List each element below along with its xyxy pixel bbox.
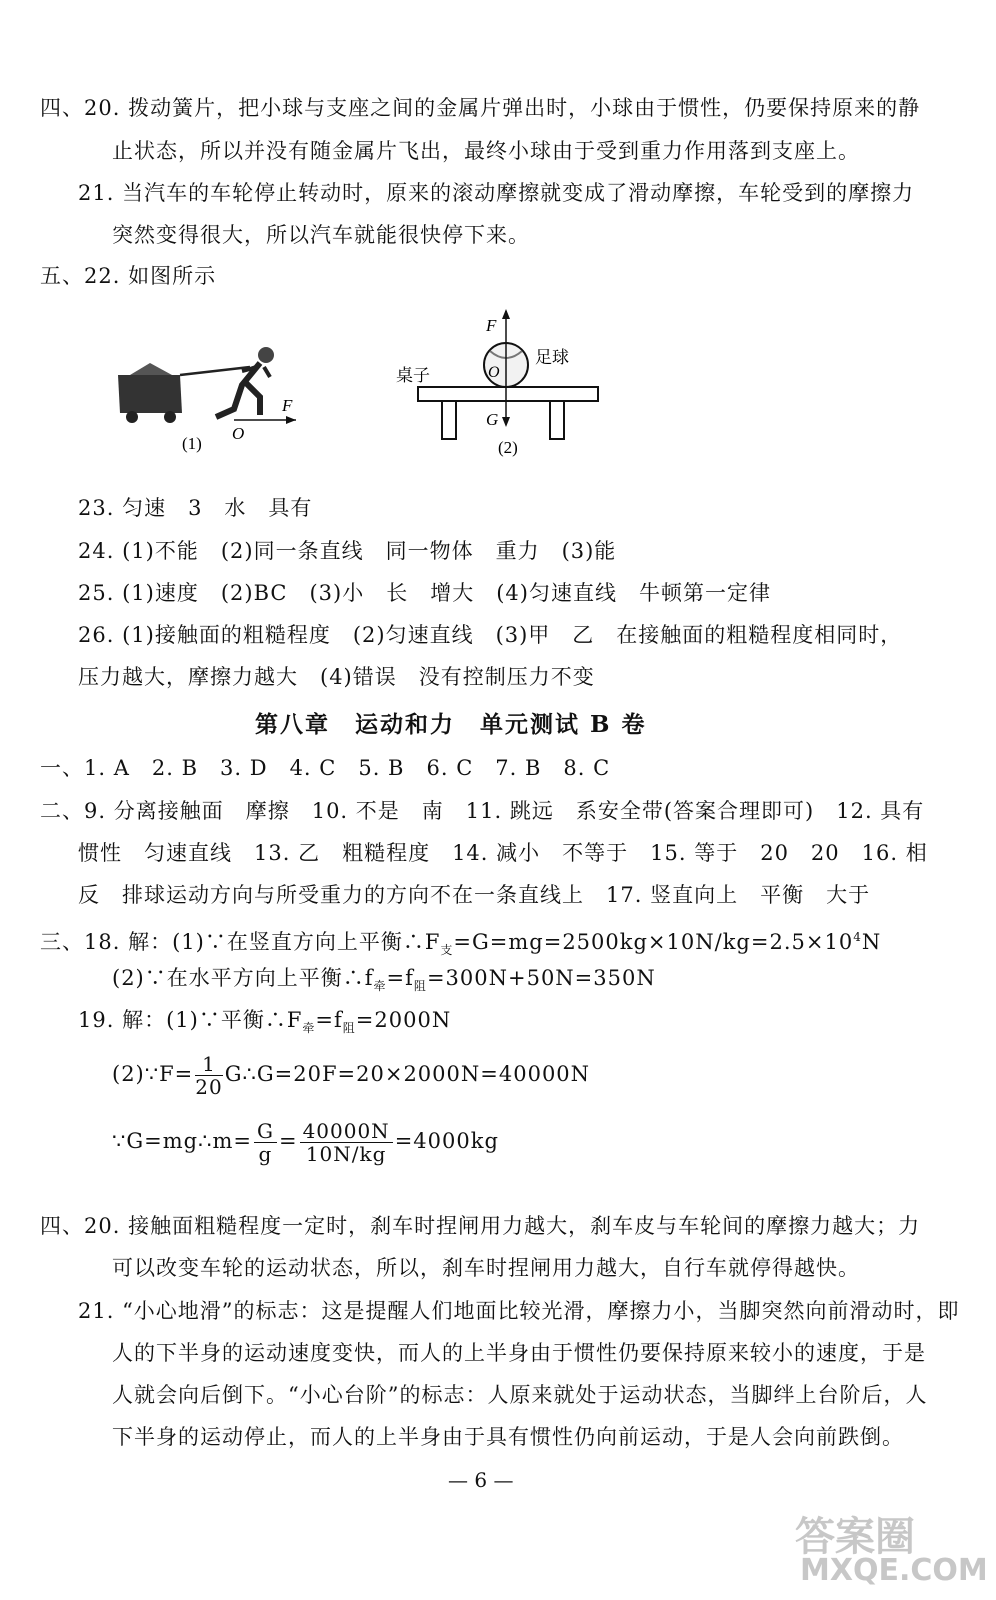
q19-3-rest: =4000kg [394,1129,499,1153]
cart-wheel-right [164,411,176,423]
answer-q24: 24. (1)不能 (2)同一条直线 同一物体 重力 (3)能 [78,539,617,563]
figure-1-pull-cart [110,325,310,465]
q19-1-sub1: 牵 [302,1021,316,1036]
force-up-arrowhead [502,309,510,319]
answer-q21-b-line4: 下半身的运动停止，而人的上半身由于具有惯性仍向前运动，于是人会向前跌倒。 [112,1425,904,1449]
answer-fill-line3: 反 排球运动方向与所受重力的方向不在一条直线上 17. 竖直向上 平衡 大于 [78,883,871,907]
person-front-leg [246,383,260,415]
answer-q23: 23. 匀速 3 水 具有 [78,496,313,520]
q18-1-sup: 4 [853,930,862,944]
q19-2-denominator: 20 [195,1075,223,1099]
answer-q18-part2 [112,963,656,1001]
q19-2-prefix: (2)∵F= [112,1062,194,1086]
answer-q21-b-line2: 人的下半身的运动速度变快，而人的上半身由于惯性仍要保持原来较小的速度，于是 [112,1341,926,1365]
cart-body [118,375,182,413]
table-label: 桌子 [396,366,430,385]
answer-q21-b-line3: 人就会向后倒下。“小心台阶”的标志：人原来就处于运动状态，当脚绊上台阶后，人 [112,1383,928,1407]
q19-1-rest: =2000N [355,1008,452,1032]
answer-multiple-choice: 一、1. A 2. B 3. D 4. C 5. B 6. C 7. B 8. C [40,756,611,780]
person-head [258,347,274,363]
force-down-arrowhead [502,417,510,427]
answer-q20-b-line2: 可以改变车轮的运动状态，所以，刹车时捏闸用力越大，自行车就停得越快。 [112,1256,860,1280]
q19-1-mid: =f [315,1008,343,1032]
q19-1-sub2: 阻 [342,1021,356,1036]
q19-2-numerator: 1 [195,1053,222,1076]
answer-q25: 25. (1)速度 (2)BC (3)小 长 增大 (4)匀速直线 牛顿第一定律 [78,581,771,605]
center-label: O [488,364,500,381]
watermark-logo: 答案圈 [795,1514,915,1560]
q19-3-fraction1 [254,1120,277,1165]
rope [180,367,250,375]
force-down-label: G [486,410,499,429]
q19-3-prefix: ∵G=mg∴m= [112,1129,252,1153]
answer-q21-a-line1: 21. 当汽车的车轮停止转动时，原来的滚动摩擦就变成了滑动摩擦，车轮受到的摩擦力 [78,181,915,205]
q18-2-sub1: 牵 [373,979,387,994]
q18-1-mid: =G=mg=2500kg×10N/kg=2.5×10 [453,930,854,954]
answer-fill-line1: 二、9. 分离接触面 摩擦 10. 不是 南 11. 跳远 系安全带(答案合理即可) 12. 具有 [40,799,925,823]
q19-3-den2: 10N/kg [305,1142,387,1166]
table-leg-left [442,401,456,439]
answer-q26-line1: 26. (1)接触面的粗糙程度 (2)匀速直线 (3)甲 乙 在接触面的粗糙程度相同时， [78,623,903,647]
answer-fill-line2: 惯性 匀速直线 13. 乙 粗糙程度 14. 减小 不等于 15. 等于 20 20 16. 相 [78,841,928,865]
point-label: O [232,424,245,443]
answer-q20-b-line1: 四、20. 接触面粗糙程度一定时，刹车时捏闸用力越大，刹车皮与车轮间的摩擦力越大；力 [40,1214,921,1238]
watermark-url: MXQE.COM [800,1553,988,1588]
table-top [418,387,598,401]
figure-1-caption: (1) [182,434,202,453]
answer-q19-part1 [78,1005,451,1043]
q19-1-prefix: 19. 解：(1)∵平衡∴F [78,1008,303,1032]
force-up-label: F [486,316,497,335]
chapter-title: 第八章 运动和力 单元测试 B 卷 [255,711,647,738]
q19-3-fraction2 [300,1120,393,1165]
table-leg-right [550,401,564,439]
person-arm-2 [264,367,270,377]
q18-1-prefix: 三、18. 解：(1)∵在竖直方向上平衡∴F [40,930,441,954]
q19-3-num2: 40000N [300,1120,393,1143]
q19-2-fraction [195,1053,222,1098]
q19-3-eq: = [278,1129,298,1153]
cart-wheel-left [126,411,138,423]
force-arrow-head [286,416,296,424]
answer-q19-part3 [112,1120,499,1165]
answer-q21-b-line1: 21. “小心地滑”的标志：这是提醒人们地面比较光滑，摩擦力小，当脚突然向前滑动时，即 [78,1299,960,1323]
q18-2-rest: =300N+50N=350N [426,966,656,990]
q18-2-sub2: 阻 [413,979,427,994]
answer-q20-a-line2: 止状态，所以并没有随金属片飞出，最终小球由于受到重力作用落到支座上。 [112,139,860,163]
answer-q26-line2: 压力越大，摩擦力越大 (4)错误 没有控制压力不变 [78,665,595,689]
ball-label: 足球 [535,348,569,367]
answer-q18-part1 [40,922,881,965]
q18-1-sub: 支 [440,943,454,958]
answer-q19-part2 [112,1053,590,1098]
q19-3-den1: g [258,1142,273,1166]
q19-3-num1: G [254,1120,277,1143]
q18-2-prefix: (2)∵在水平方向上平衡∴f [112,966,374,990]
cart-load [130,363,172,375]
q18-2-mid: =f [386,966,414,990]
answer-q20-a-line1: 四、20. 拨动簧片，把小球与支座之间的金属片弹出时，小球由于惯性，仍要保持原来的静 [40,96,921,120]
answer-q22-heading: 五、22. 如图所示 [40,264,217,288]
q18-1-unit: N [861,930,882,954]
q19-2-rest: G∴G=20F=20×2000N=40000N [224,1062,591,1086]
page-number: — 6 — [448,1468,514,1492]
figure-2-caption: (2) [498,438,518,457]
figure-2-ball-on-table [390,305,610,465]
answer-q21-a-line2: 突然变得很大，所以汽车就能很快停下来。 [112,223,530,247]
force-label: F [282,396,293,415]
